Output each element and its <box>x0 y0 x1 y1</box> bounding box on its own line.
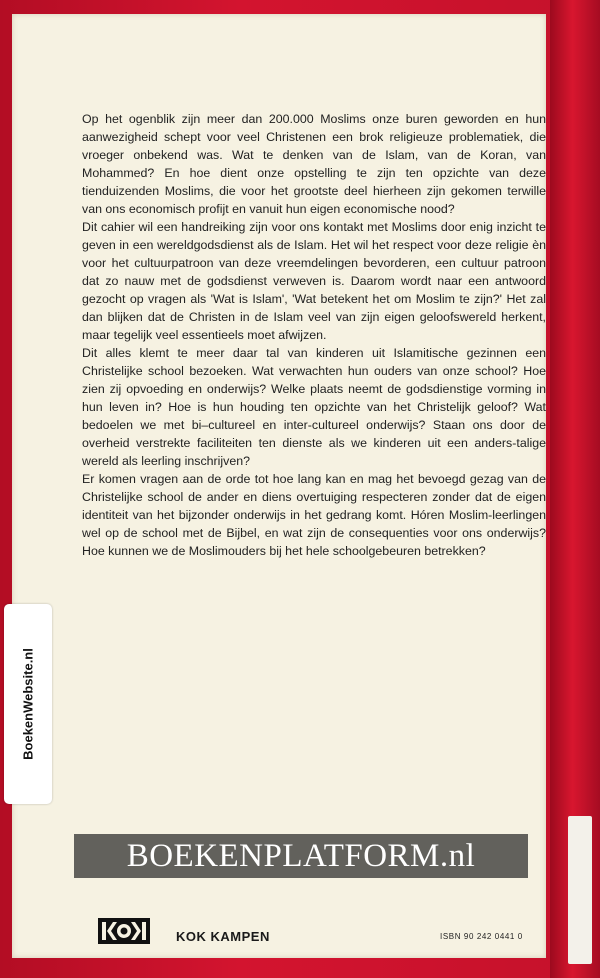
blurb-paragraph-1: Op het ogenblik zijn meer dan 200.000 Moslims onze buren geworden en hun aanwezigheid schept voor veel Christenen een brok religieuze problematiek, die vroeger onbekend was. Wat te denken van de Islam, van de Koran, van Mohammed? En hoe dient onze opstelling te zijn ten opzichte van deze tienduizenden Moslims, die voor het grootste deel hierheen zijn gekomen terwille van ons economisch profijt en vanuit hun eigen economische nood? <box>82 112 546 216</box>
side-tab-label: BoekenWebsite.nl <box>20 648 36 760</box>
kok-logo-icon <box>98 918 150 944</box>
spine-label <box>568 816 592 964</box>
blurb-text <box>82 110 546 560</box>
book-spine <box>550 0 600 978</box>
blurb-paragraph-2: Dit cahier wil een handreiking zijn voor ons kontakt met Moslims door enig inzicht te geven in een wereldgodsdienst als de Islam. Het wil het respect voor deze religie èn voor het cultuurpatroon van deze vreemdelingen bevorderen, een cultuur patroon dat zo nauw met de godsdienst verweven is. Daarom wordt naar een antwoord gezocht op vragen als 'Wat is Islam', 'Wat betekent het om Moslim te zijn?' Het zal dan blijken dat de Christen in de Islam veel van zijn eigen geloofswereld herkent, maar tegelijk veel essentieels moet afwijzen. <box>82 220 546 342</box>
side-tab[interactable] <box>4 604 52 804</box>
watermark: BOEKENPLATFORM.nl <box>74 834 528 878</box>
blurb-paragraph-3: Dit alles klemt te meer daar tal van kinderen uit Islamitische gezinnen een Christelijke school bezoeken. Wat verwachten hun ouders van onze school? Hoe zien zij opvoeding en onderwijs? Welke plaats neemt de godsdienstige vorming in hun leven in? Hoe is hun houding ten opzichte van het Christelijk geloof? Wat bedoelen we met bi–cultureel en inter-cultureel onderwijs? Staan ons door de overheid verstrekte faciliteiten ten dienste als we kinderen uit een anders-talige wereld als leerling inschrijven? <box>82 346 546 468</box>
isbn: ISBN 90 242 0441 0 <box>440 932 523 941</box>
blurb-paragraph-4: Er komen vragen aan de orde tot hoe lang kan en mag het bevoegd gezag van de Christelijke school de ander en diens overtuiging respecteren zonder dat de eigen identiteit van het bijzonder onderwijs in het gedrang komt. Hóren Moslim-leerlingen wel op de school met de Bijbel, en wat zijn de consequenties voor ons onderwijs? Hoe kunnen we de Moslimouders bij het hele schoolgebeuren betrekken? <box>82 472 546 558</box>
publisher-name: KOK KAMPEN <box>176 929 270 944</box>
cover-panel <box>12 14 546 958</box>
